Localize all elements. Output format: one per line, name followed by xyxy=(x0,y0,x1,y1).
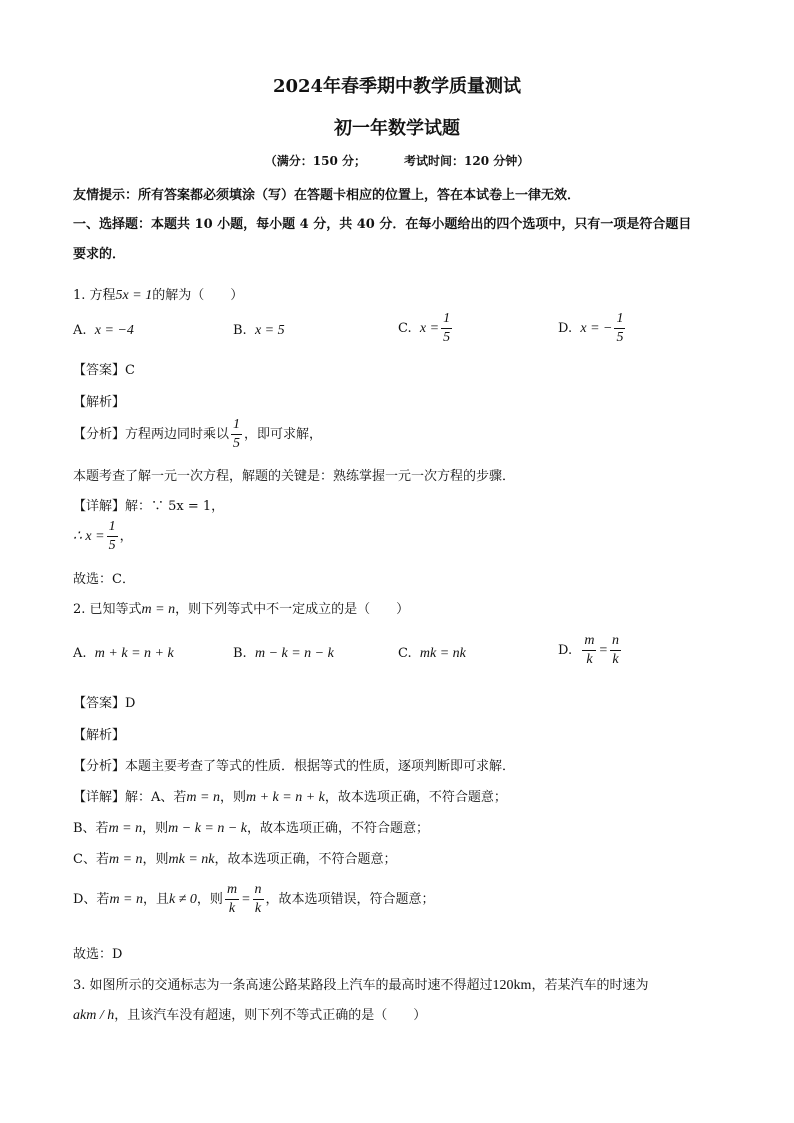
q1-analysis-tag: 【解析】 xyxy=(73,395,126,410)
q2-stem xyxy=(73,598,409,618)
q2-line-c-mid: ，则 xyxy=(142,852,169,867)
q2-answer xyxy=(73,692,135,711)
q2-line-d-num2: n xyxy=(253,883,264,900)
q2-line-d-mid1: ，且 xyxy=(143,892,170,907)
q3-line2 xyxy=(73,1004,426,1024)
section1-line2: 要求的． xyxy=(73,247,126,262)
q2-option-a-label: A. xyxy=(73,646,87,661)
q1-xiangjie xyxy=(73,495,224,514)
q2-line-c-eq2: mk = nk xyxy=(168,852,215,867)
exam-info xyxy=(0,152,794,169)
q1-fenxi xyxy=(73,418,322,451)
q2-option-d-frac2 xyxy=(610,634,621,667)
q1-stem-prefix: 1. 方程 xyxy=(73,288,116,303)
q2-line-a-suffix: ，故本选项正确，不符合题意； xyxy=(324,790,507,805)
q3-line1-prefix: 3. 如图所示的交通标志为一条高速公路某路段上汽车的最高时速不得超过 xyxy=(73,978,493,993)
q2-line-a-eq1: m = n xyxy=(186,790,220,805)
q2-option-d-den1: k xyxy=(586,652,593,667)
q1-option-c-den: 5 xyxy=(443,330,451,345)
q2-option-d-frac1 xyxy=(582,634,596,667)
q2-line-a-prefix: 解：A、若 xyxy=(125,790,187,805)
q2-line-d-den2: k xyxy=(254,901,262,916)
q1-review: 本题考查了解一元一次方程，解题的关键是：熟练掌握一元一次方程的步骤． xyxy=(73,469,516,484)
score-info: （满分：150 分； xyxy=(264,154,366,168)
q2-option-c-value: mk = nk xyxy=(419,646,466,661)
q2-option-a-value: m + k = n + k xyxy=(94,646,174,661)
q2-choose: 故选：D xyxy=(73,947,123,962)
q2-line-d-frac2 xyxy=(253,883,264,916)
q1-xiangjie-tag: 【详解】 xyxy=(73,499,126,514)
q2-line-b-eq2: m − k = n − k xyxy=(168,821,248,836)
q2-line-d-frac1 xyxy=(225,883,239,916)
q2-line-c-eq1: m = n xyxy=(108,852,143,867)
q1-fenxi-fraction xyxy=(231,418,242,451)
q2-stem-prefix: 2. 已知等式 xyxy=(73,602,142,617)
q2-line-c xyxy=(73,848,397,868)
q1-option-b-label: B. xyxy=(233,323,247,338)
q1-option-d-den: 5 xyxy=(616,330,624,345)
q2-stem-eq: m = n xyxy=(141,602,176,617)
q1-option-c xyxy=(398,312,454,345)
q1-option-c-lhs: x = xyxy=(419,321,440,336)
q2-line-b-prefix: B、若 xyxy=(73,821,109,836)
q2-line-b-mid: ，则 xyxy=(142,821,169,836)
q2-line-d-eq2: k ≠ 0 xyxy=(169,892,197,907)
q2-line-b xyxy=(73,817,429,837)
q2-line-d xyxy=(73,883,435,916)
q1-answer-value: C xyxy=(125,363,135,378)
q1-option-d-label: D. xyxy=(558,321,573,336)
q1-option-d xyxy=(558,312,627,345)
q2-option-d-num2: n xyxy=(610,634,621,651)
q1-therefore-suffix: ， xyxy=(119,529,133,544)
q2-option-a xyxy=(73,646,174,662)
q2-line-a xyxy=(73,786,507,806)
q2-line-b-eq1: m = n xyxy=(108,821,143,836)
q1-stem-eq: 5x = 1 xyxy=(115,288,153,303)
q2-line-d-num1: m xyxy=(225,883,239,900)
exam-title: 2024年春季期中教学质量测试 xyxy=(272,76,522,97)
q1-option-c-label: C. xyxy=(398,321,412,336)
q1-option-b xyxy=(233,323,285,339)
q1-therefore-fraction xyxy=(107,520,118,553)
q2-fenxi-tag: 【分析】 xyxy=(73,759,126,774)
q1-fenxi-num: 1 xyxy=(231,418,242,435)
q3-line2-suffix: ，且该汽车没有超速，则下列不等式正确的是（ ） xyxy=(114,1008,427,1023)
exam-subtitle: 初一年数学试题 xyxy=(334,118,460,139)
q1-therefore xyxy=(73,520,133,553)
q3-line1-value: 120km xyxy=(492,978,532,993)
q1-fenxi-tag: 【分析】 xyxy=(73,427,126,442)
q2-fenxi xyxy=(73,755,515,774)
q3-line2-value: akm / h xyxy=(73,1008,115,1023)
q3-line1-suffix: ，若某汽车的时速为 xyxy=(531,978,649,993)
q1-choose: 故选：C． xyxy=(73,572,135,587)
q1-option-d-lhs: x = − xyxy=(580,321,613,336)
q2-option-c-label: C. xyxy=(398,646,412,661)
q2-analysis-tag: 【解析】 xyxy=(73,728,126,743)
q2-option-b xyxy=(233,646,334,662)
q1-option-c-fraction xyxy=(441,312,452,345)
q1-fenxi-den: 5 xyxy=(233,436,241,451)
q2-option-d xyxy=(558,634,623,667)
q2-answer-tag: 【答案】 xyxy=(73,696,126,711)
q2-stem-suffix: ，则下列等式中不一定成立的是（ ） xyxy=(175,602,410,617)
q1-option-d-fraction xyxy=(614,312,625,345)
q3-line1 xyxy=(73,974,648,994)
q2-line-b-suffix: ，故本选项正确，不符合题意； xyxy=(247,821,430,836)
q1-therefore-lhs: ∴ x = xyxy=(73,529,105,544)
q1-answer-tag: 【答案】 xyxy=(73,363,126,378)
q2-answer-value: D xyxy=(125,696,136,711)
q2-option-d-den2: k xyxy=(612,652,619,667)
q1-stem-suffix: 的解为（ ） xyxy=(152,288,244,303)
q1-option-a-label: A. xyxy=(73,323,87,338)
q1-answer xyxy=(73,359,135,378)
q2-option-c xyxy=(398,646,466,662)
q1-therefore-num: 1 xyxy=(107,520,118,537)
q2-line-d-suffix: ，故本选项错误，符合题意； xyxy=(265,892,435,907)
section1-line1: 一、选择题：本题共 10 小题，每小题 4 分，共 40 分．在每小题给出的四个选项中，只有一项是符合题目 xyxy=(73,217,692,232)
q2-line-d-den1: k xyxy=(228,901,236,916)
q2-option-d-label: D. xyxy=(558,643,573,658)
q2-option-b-value: m − k = n − k xyxy=(254,646,334,661)
q1-therefore-den: 5 xyxy=(108,538,116,553)
q2-xiangjie-tag: 【详解】 xyxy=(73,790,126,805)
q1-option-a xyxy=(73,323,134,339)
q2-fenxi-text: 本题主要考查了等式的性质．根据等式的性质，逐项判断即可求解． xyxy=(125,759,516,774)
q2-line-d-prefix: D、若 xyxy=(73,892,110,907)
q1-xiangjie-text: 解：∵ 5x = 1， xyxy=(125,499,225,514)
q2-option-d-eq: = xyxy=(598,643,608,658)
q2-line-d-eq: = xyxy=(241,892,251,907)
q1-option-c-num: 1 xyxy=(441,312,452,329)
q2-line-d-eq1: m = n xyxy=(109,892,143,907)
q2-line-d-mid2: ，则 xyxy=(196,892,223,907)
notice: 友情提示：所有答案都必须填涂（写）在答题卡相应的位置上，答在本试卷上一律无效． xyxy=(73,188,581,203)
q1-stem xyxy=(73,284,243,304)
time-info: 考试时间：120 分钟） xyxy=(404,154,530,168)
q1-option-b-value: x = 5 xyxy=(254,323,285,338)
q2-line-c-suffix: ，故本选项正确，不符合题意； xyxy=(214,852,397,867)
q1-fenxi-prefix: 方程两边同时乘以 xyxy=(125,427,230,442)
q2-option-d-num1: m xyxy=(582,634,596,651)
q1-option-a-value: x = −4 xyxy=(94,323,134,338)
q2-line-a-mid: ，则 xyxy=(219,790,246,805)
q2-line-a-eq2: m + k = n + k xyxy=(245,790,325,805)
q1-option-d-num: 1 xyxy=(614,312,625,329)
q2-line-c-prefix: C、若 xyxy=(73,852,109,867)
q2-option-b-label: B. xyxy=(233,646,247,661)
q1-fenxi-suffix: ，即可求解， xyxy=(244,427,323,442)
